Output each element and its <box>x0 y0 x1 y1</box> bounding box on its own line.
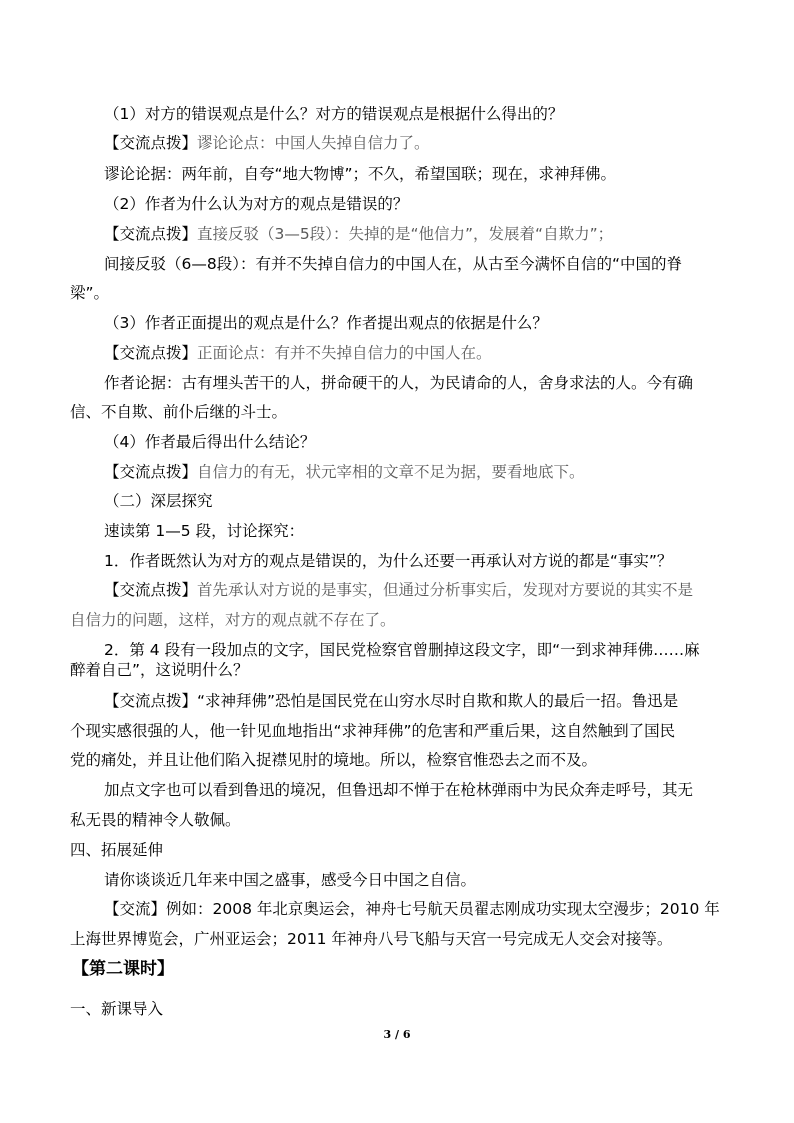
text-line: 私无畏的精神令人敬佩。 <box>70 811 241 829</box>
text-line: 1．作者既然认为对方的观点是错误的，为什么还要一再承认对方说的都是“事实”？ <box>104 552 673 570</box>
text-line: 梁”。 <box>70 284 110 302</box>
text-line: 自信力的问题，这样，对方的观点就不存在了。 <box>70 611 396 629</box>
text-line: 信、不自欺、前仆后继的斗士。 <box>70 403 288 421</box>
text-line: 党的痛处，并且让他们陷入捉襟见肘的境地。所以，检察官惟恐去之而不及。 <box>70 751 598 769</box>
text-line: （2）作者为什么认为对方的观点是错误的？ <box>104 195 409 213</box>
page-number: 3 / 6 <box>383 1028 411 1041</box>
text-line: 【交流点拨】自信力的有无，状元宰相的文章不足为据，要看地底下。 <box>104 463 585 481</box>
text-line: 【交流】例如：2008 年北京奥运会，神舟七号航天员翟志刚成功实现太空漫步；2010 年 <box>104 900 720 918</box>
section-heading: 一、新课导入 <box>70 1000 164 1018</box>
text-line: 加点文字也可以看到鲁迅的境况，但鲁迅却不惮于在枪林弹雨中为民众奔走呼号，其无 <box>104 781 694 799</box>
text-line: 速读第 1—5 段，讨论探究： <box>104 522 305 540</box>
text-line: （3）作者正面提出的观点是什么？作者提出观点的依据是什么？ <box>104 314 548 332</box>
text-line: 【交流点拨】正面论点：有并不失掉自信力的中国人在。 <box>104 344 492 362</box>
lesson-heading: 【第二课时】 <box>72 959 174 979</box>
text-line: 谬论论据：两年前，自夸“地大物博”；不久，希望国联；现在，求神拜佛。 <box>104 165 617 183</box>
text-line: 请你谈谈近几年来中国之盛事，感受今日中国之自信。 <box>104 871 477 889</box>
section-heading: 四、拓展延伸 <box>70 841 164 859</box>
text-line: 【交流点拨】“求神拜佛”恐怕是国民党在山穷水尽时自欺和欺人的最后一招。鲁迅是 <box>104 692 679 710</box>
text-line: 醉着自己”，这说明什么？ <box>70 661 249 679</box>
text-line: （二）深层探究 <box>104 492 213 510</box>
text-line: 个现实感很强的人，他一针见血地指出“求神拜佛”的危害和严重后果，这自然触到了国民 <box>70 722 676 740</box>
text-line: （4）作者最后得出什么结论？ <box>104 433 316 451</box>
text-line: 作者论据：古有埋头苦干的人，拼命硬干的人，为民请命的人，舍身求法的人。今有确 <box>104 374 694 392</box>
text-line: 【交流点拨】首先承认对方说的是事实，但通过分析事实后，发现对方要说的其实不是 <box>104 581 694 599</box>
text-line: 间接反驳（6—8段）：有并不失掉自信力的中国人在，从古至今满怀自信的“中国的脊 <box>104 255 683 273</box>
text-line: 【交流点拨】直接反驳（3—5段）：失掉的是“他信力”，发展着“自欺力”； <box>104 225 614 243</box>
text-line: 上海世界博览会，广州亚运会；2011 年神舟八号飞船与天宫一号完成无人交会对接等。 <box>70 930 673 948</box>
text-line: （1）对方的错误观点是什么？对方的错误观点是根据什么得出的？ <box>104 105 564 123</box>
text-line: 【交流点拨】谬论论点：中国人失掉自信力了。 <box>104 134 430 152</box>
text-line: 2．第 4 段有一段加点的文字，国民党检察官曾删掉这段文字，即“一到求神拜佛……麻 <box>104 641 700 659</box>
